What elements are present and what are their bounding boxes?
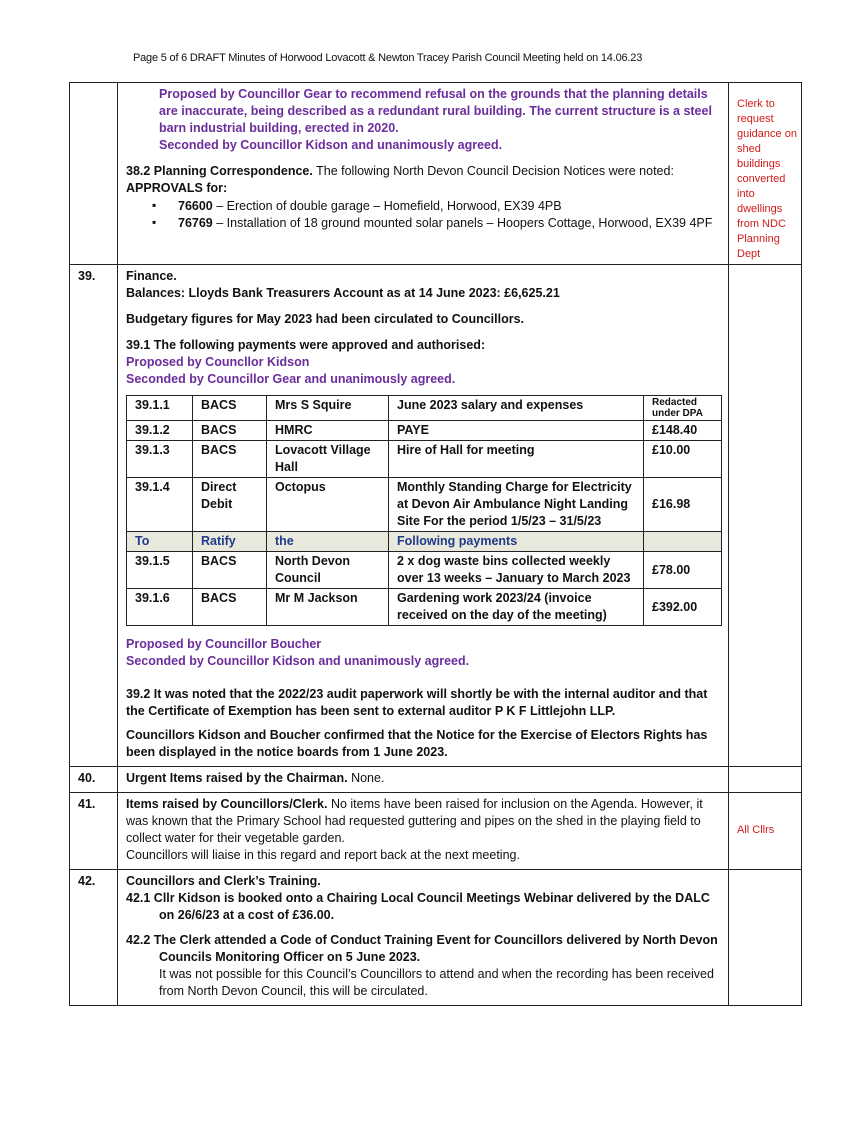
item-number: 41.	[70, 793, 118, 870]
training-item-2-note: It was not possible for this Council’s Councillors to attend and when the recording has been received from North Devon Council, this will be circulated.	[159, 967, 714, 998]
approval-text: – Installation of 18 ground mounted solar panels – Hoopers Cottage, Horwood, EX39 4PF	[212, 216, 713, 230]
items-text2: Councillors will liaise in this regard and report back at the next meeting.	[126, 848, 520, 862]
payment-row	[127, 589, 722, 626]
approval-item	[178, 215, 720, 232]
approval-ref: 76769	[178, 216, 213, 230]
payment-ref: 39.1.4	[127, 478, 193, 532]
payment-payee: Lovacott Village Hall	[267, 441, 389, 478]
payment-ref: 39.1.3	[127, 441, 193, 478]
item-body-38	[118, 83, 729, 265]
payment-ref: 39.1.5	[127, 552, 193, 589]
approvals-list	[126, 198, 720, 232]
item-body-41	[118, 793, 729, 870]
payments-intro: 39.1 The following payments were approved and authorised:	[126, 338, 486, 352]
payment-amount: £10.00	[644, 441, 722, 478]
ratify-cell	[644, 532, 722, 552]
payment-desc: Monthly Standing Charge for Electricity at Devon Air Ambulance Night Landing Site For the period 1/5/23 – 31/5/23	[389, 478, 644, 532]
ratify-cell: Following payments	[389, 532, 644, 552]
item-number-empty	[70, 83, 118, 265]
correspondence-title: 38.2 Planning Correspondence.	[126, 164, 313, 178]
payment-payee: Octopus	[267, 478, 389, 532]
planning-correspondence	[126, 163, 720, 180]
row-42-training	[70, 870, 802, 1006]
payments-seconded: Seconded by Councillor Gear and unanimously agreed.	[126, 372, 456, 386]
payment-row	[127, 441, 722, 478]
training-item-1: 42.1 Cllr Kidson is booked onto a Chairing Local Council Meetings Webinar delivered by the DALC on 26/6/23 at a cost of £36.00.	[126, 891, 710, 922]
finance-budget: Budgetary figures for May 2023 had been circulated to Councillors.	[126, 312, 525, 326]
payment-method: BACS	[193, 589, 267, 626]
payment-method: BACS	[193, 421, 267, 441]
planning-seconded: Seconded by Councillor Kidson and unanimously agreed.	[159, 138, 503, 152]
page-header: Page 5 of 6 DRAFT Minutes of Horwood Lovacott & Newton Tracey Parish Council Meeting held on 14.06.23	[133, 52, 643, 64]
finance-balances: Balances: Lloyds Bank Treasurers Account as at 14 June 2023: £6,625.21	[126, 286, 560, 300]
approval-text: – Erection of double garage – Homefield, Horwood, EX39 4PB	[212, 199, 562, 213]
payments-proposed: Proposed by Councllor Kidson	[126, 355, 310, 369]
electors-rights-note: Councillors Kidson and Boucher confirmed that the Notice for the Exercise of Electors Rights has been displayed in the notice boards from 1 June 2023.	[126, 728, 708, 759]
ratify-row	[127, 532, 722, 552]
row-39-finance	[70, 265, 802, 767]
payment-desc: PAYE	[389, 421, 644, 441]
items-title: Items raised by Councillors/Clerk.	[126, 797, 328, 811]
payment-row	[127, 552, 722, 589]
row-38-continued	[70, 83, 802, 265]
approval-ref: 76600	[178, 199, 213, 213]
training-title: Councillors and Clerk’s Training.	[126, 874, 321, 888]
action-empty	[729, 870, 802, 1006]
payment-amount: £16.98	[644, 478, 722, 532]
payment-ref: 39.1.1	[127, 396, 193, 421]
item-body-40	[118, 767, 729, 793]
correspondence-text: The following North Devon Council Decision Notices were noted:	[312, 164, 674, 178]
payments2-seconded: Seconded by Councillor Kidson and unanimously agreed.	[126, 654, 470, 668]
approval-item	[178, 198, 720, 215]
payment-desc: Hire of Hall for meeting	[389, 441, 644, 478]
payment-amount: £392.00	[644, 589, 722, 626]
payment-ref: 39.1.2	[127, 421, 193, 441]
payment-payee: Mrs S Squire	[267, 396, 389, 421]
payments-table	[126, 395, 722, 626]
payment-row	[127, 478, 722, 532]
payment-payee: HMRC	[267, 421, 389, 441]
urgent-title: Urgent Items raised by the Chairman.	[126, 771, 348, 785]
items-text: No items have been raised for inclusion on the Agenda. However, it was known that the Primary School had requested guttering and pipes on the shed in the playing field to collect water for their vegetable garden.	[126, 797, 703, 845]
payment-method: BACS	[193, 552, 267, 589]
approvals-label: APPROVALS for:	[126, 181, 228, 195]
payment-payee: North Devon Council	[267, 552, 389, 589]
payment-row	[127, 421, 722, 441]
finance-title: Finance.	[126, 269, 177, 283]
audit-note: 39.2 It was noted that the 2022/23 audit paperwork will shortly be with the internal auditor and that the Certificate of Exemption has been sent to external auditor P K F Littlejohn LLP.	[126, 687, 708, 718]
action-all-cllrs: All Cllrs	[729, 793, 802, 870]
payment-amount: £78.00	[644, 552, 722, 589]
planning-proposal: Proposed by Councillor Gear to recommend refusal on the grounds that the planning details are inaccurate, being described as a redundant rural building. The current structure is a steel barn industrial building, erected in 2020.	[159, 87, 712, 135]
row-40-urgent	[70, 767, 802, 793]
payment-row	[127, 396, 722, 421]
payment-ref: 39.1.6	[127, 589, 193, 626]
payment-amount: Redacted under DPA	[644, 396, 722, 421]
ratify-cell: the	[267, 532, 389, 552]
item-number: 39.	[70, 265, 118, 767]
action-empty	[729, 265, 802, 767]
training-item-2: 42.2 The Clerk attended a Code of Conduct Training Event for Councillors delivered by North Devon Councils Monitoring Officer on 5 June 2023.	[126, 933, 718, 964]
ratify-cell: To	[127, 532, 193, 552]
payments2-proposed: Proposed by Councillor Boucher	[126, 637, 322, 651]
payment-desc: 2 x dog waste bins collected weekly over 13 weeks – January to March 2023	[389, 552, 644, 589]
action-empty	[729, 767, 802, 793]
payment-payee: Mr M Jackson	[267, 589, 389, 626]
payment-desc: June 2023 salary and expenses	[389, 396, 644, 421]
item-body-42	[118, 870, 729, 1006]
minutes-table	[69, 82, 802, 1006]
ratify-cell: Ratify	[193, 532, 267, 552]
item-body-39	[118, 265, 729, 767]
payment-desc: Gardening work 2023/24 (invoice received on the day of the meeting)	[389, 589, 644, 626]
payment-method: Direct Debit	[193, 478, 267, 532]
row-41-items	[70, 793, 802, 870]
urgent-text: None.	[347, 771, 385, 785]
action-clerk-guidance: Clerk to request guidance on shed buildings converted into dwellings from NDC Planning Dept	[729, 83, 802, 265]
payment-amount: £148.40	[644, 421, 722, 441]
payment-method: BACS	[193, 441, 267, 478]
item-number: 42.	[70, 870, 118, 1006]
payment-method: BACS	[193, 396, 267, 421]
item-number: 40.	[70, 767, 118, 793]
